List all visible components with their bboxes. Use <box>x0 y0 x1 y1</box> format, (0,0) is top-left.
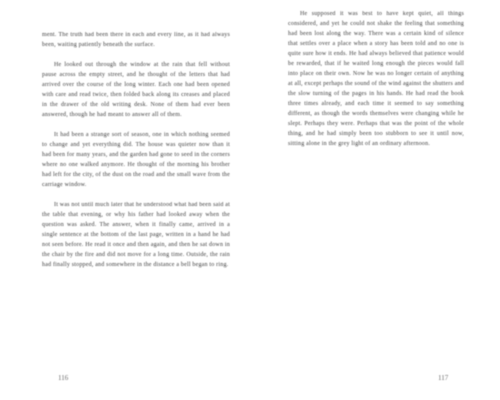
page-number-left: 116 <box>58 374 69 382</box>
paragraph: He supposed it was best to have kept quiet, all things considered, and yet he could not shake the feeling that something had been lost along the way. There was a certain kind of silence that settles over a place when a story has been told and no one is quite sure how it ends. He had always believed that patience would be rewarded, that if he waited long enough the pieces would fall into place on their own. Now he was no longer certain of anything at all, except perhaps the sound of the wind against the shutters and the slow turning of the pages in his hands. He had read the book three times already, and each time it seemed to say something different, as though the words themselves were changing while he slept. Perhaps they were. Perhaps that was the point of the whole thing, and he had simply been too stubborn to see it until now, sitting alone in the grey light of an ordinary afternoon. <box>288 11 464 147</box>
paragraph: It had been a strange sort of season, one in which nothing seemed to change and yet everything did. The house was quieter now than it had been for many years, and the garden had gone to seed in the corners where no one walked anymore. He thought of the morning his brother had left for the city, of the dust on the road and the small wave from the carriage window. <box>42 132 230 188</box>
right-page <box>250 0 500 400</box>
paragraph: He looked out through the window at the rain that fell without pause across the empty street, and he thought of the letters that had arrived over the course of the long winter. Each one had been opened with care and read twice, then folded back along its creases and placed in the drawer of the old writing desk. None of them had ever been answered, though he had meant to answer all of them. <box>42 62 230 118</box>
left-page-text <box>42 30 230 280</box>
right-page-text <box>288 9 464 159</box>
page-number-right: 117 <box>438 374 449 382</box>
paragraph: It was not until much later that he understood what had been said at the table that evening, or why his father had looked away when the question was asked. The answer, when it finally came, arrived in a single sentence at the bottom of the last page, written in a hand he had not seen before. He read it once and then again, and then he sat down in the chair by the fire and did not move for a long time. Outside, the rain had finally stopped, and somewhere in the distance a bell began to ring. <box>42 202 230 268</box>
paragraph: ment. The truth had been there in each and every line, as it had always been, waiting patiently beneath the surface. <box>42 32 230 48</box>
